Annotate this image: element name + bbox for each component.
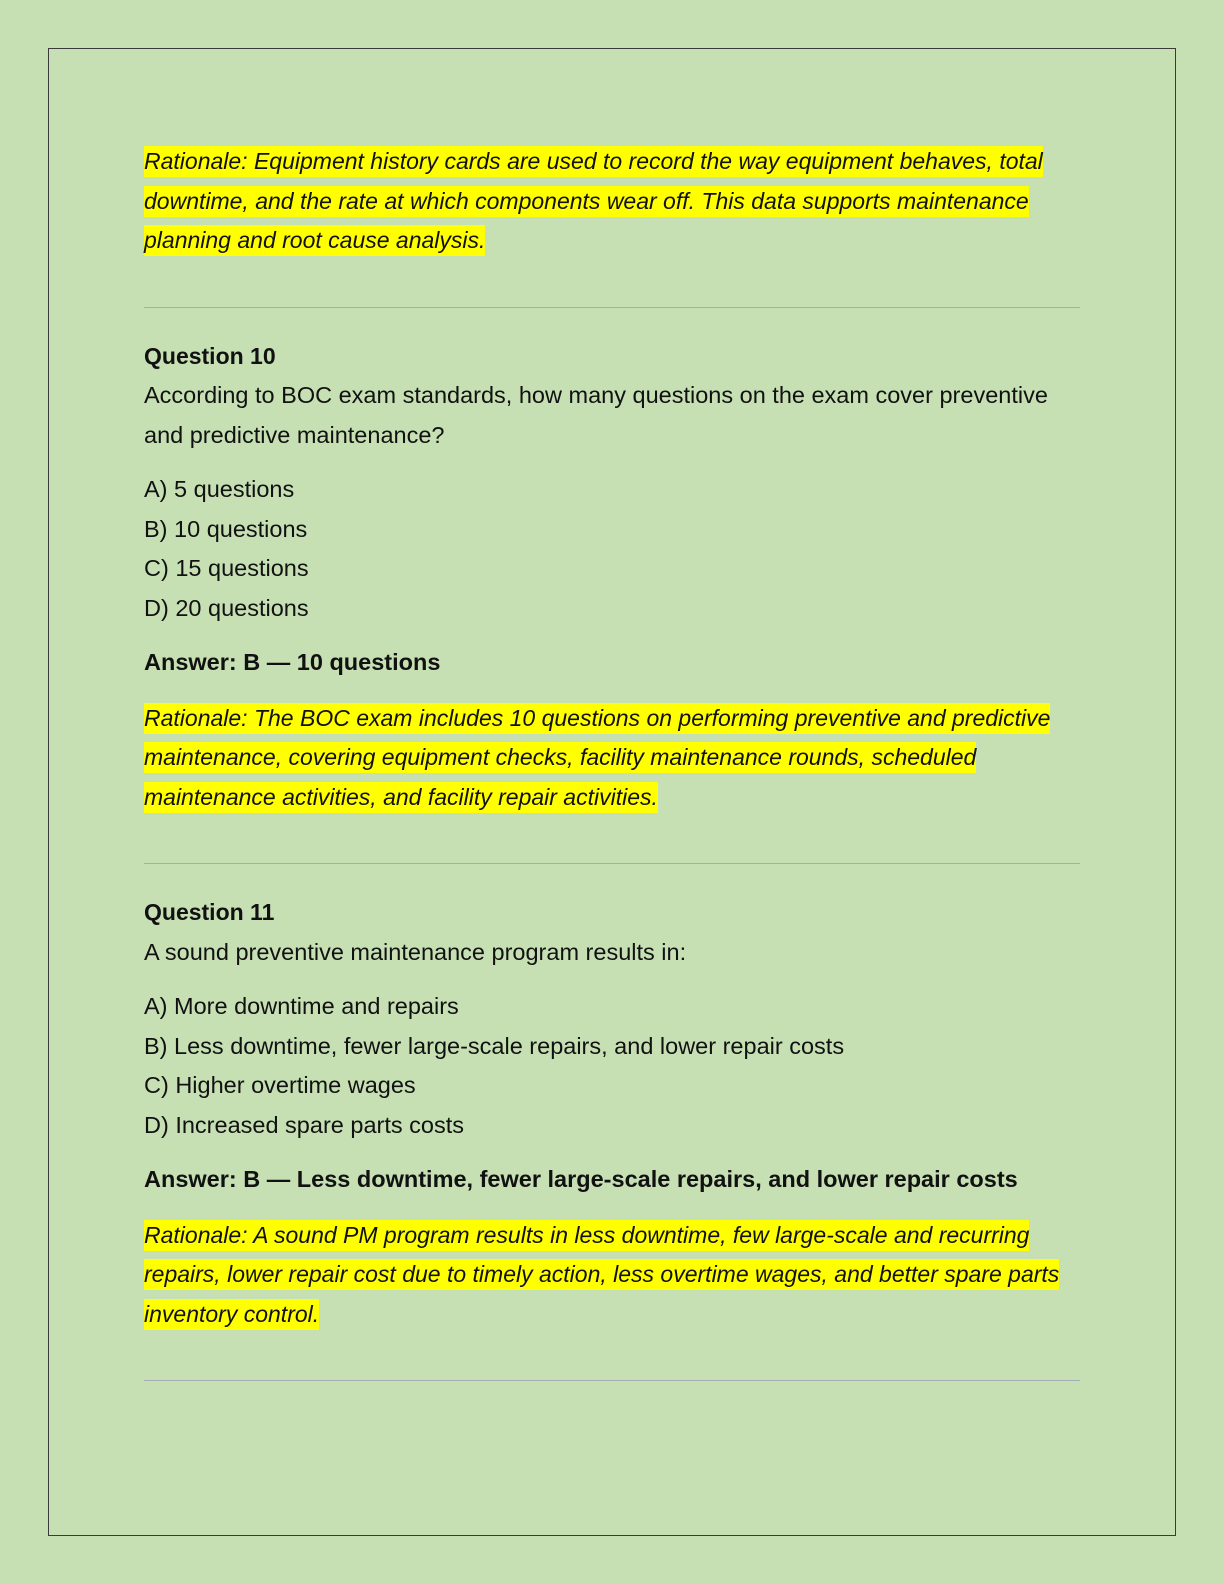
option-a: A) More downtime and repairs	[144, 993, 459, 1019]
question-10	[144, 337, 1080, 818]
option-d: D) 20 questions	[144, 594, 309, 621]
question-title: Question 11	[144, 899, 275, 925]
rationale-highlight: Rationale: Equipment history cards are used to record the way equipment behaves, total downtime, and the rate at which components wear off. This data supports maintenance planning and root cause analysis.	[144, 146, 1043, 256]
answer-options	[144, 987, 1080, 1145]
question-11	[144, 893, 1080, 1334]
option-b: B) 10 questions	[144, 515, 308, 542]
option-d: D) Increased spare parts costs	[144, 1111, 464, 1138]
option-b: B) Less downtime, fewer large-scale repairs, and lower repair costs	[144, 1032, 845, 1059]
previous-rationale	[144, 142, 1080, 261]
answer-text: Answer: B — Less downtime, fewer large-scale repairs, and lower repair costs	[144, 1166, 1018, 1192]
document-content	[144, 142, 1080, 1381]
rationale-highlight: Rationale: A sound PM program results in less downtime, few large-scale and recurring repairs, lower repair cost due to timely action, less overtime wages, and better spare parts inventory control.	[144, 1220, 1059, 1330]
option-c: C) 15 questions	[144, 555, 309, 581]
section-divider	[144, 307, 1080, 308]
question-title: Question 10	[144, 342, 276, 369]
answer-text: Answer: B — 10 questions	[144, 649, 441, 675]
rationale-highlight: Rationale: The BOC exam includes 10 questions on performing preventive and predictive maintenance, covering equipment checks, facility maintenance rounds, scheduled maintenance activities, and facility repair activities.	[144, 703, 1050, 813]
rationale	[144, 699, 1080, 818]
rationale	[144, 1216, 1080, 1335]
option-c: C) Higher overtime wages	[144, 1072, 416, 1098]
option-a: A) 5 questions	[144, 476, 295, 502]
answer-options	[144, 470, 1080, 628]
section-divider	[144, 1380, 1080, 1381]
question-text: A sound preventive maintenance program results in:	[144, 938, 687, 965]
question-text: According to BOC exam standards, how many questions on the exam cover preventive and predictive maintenance?	[144, 382, 1048, 448]
section-divider	[144, 863, 1080, 864]
